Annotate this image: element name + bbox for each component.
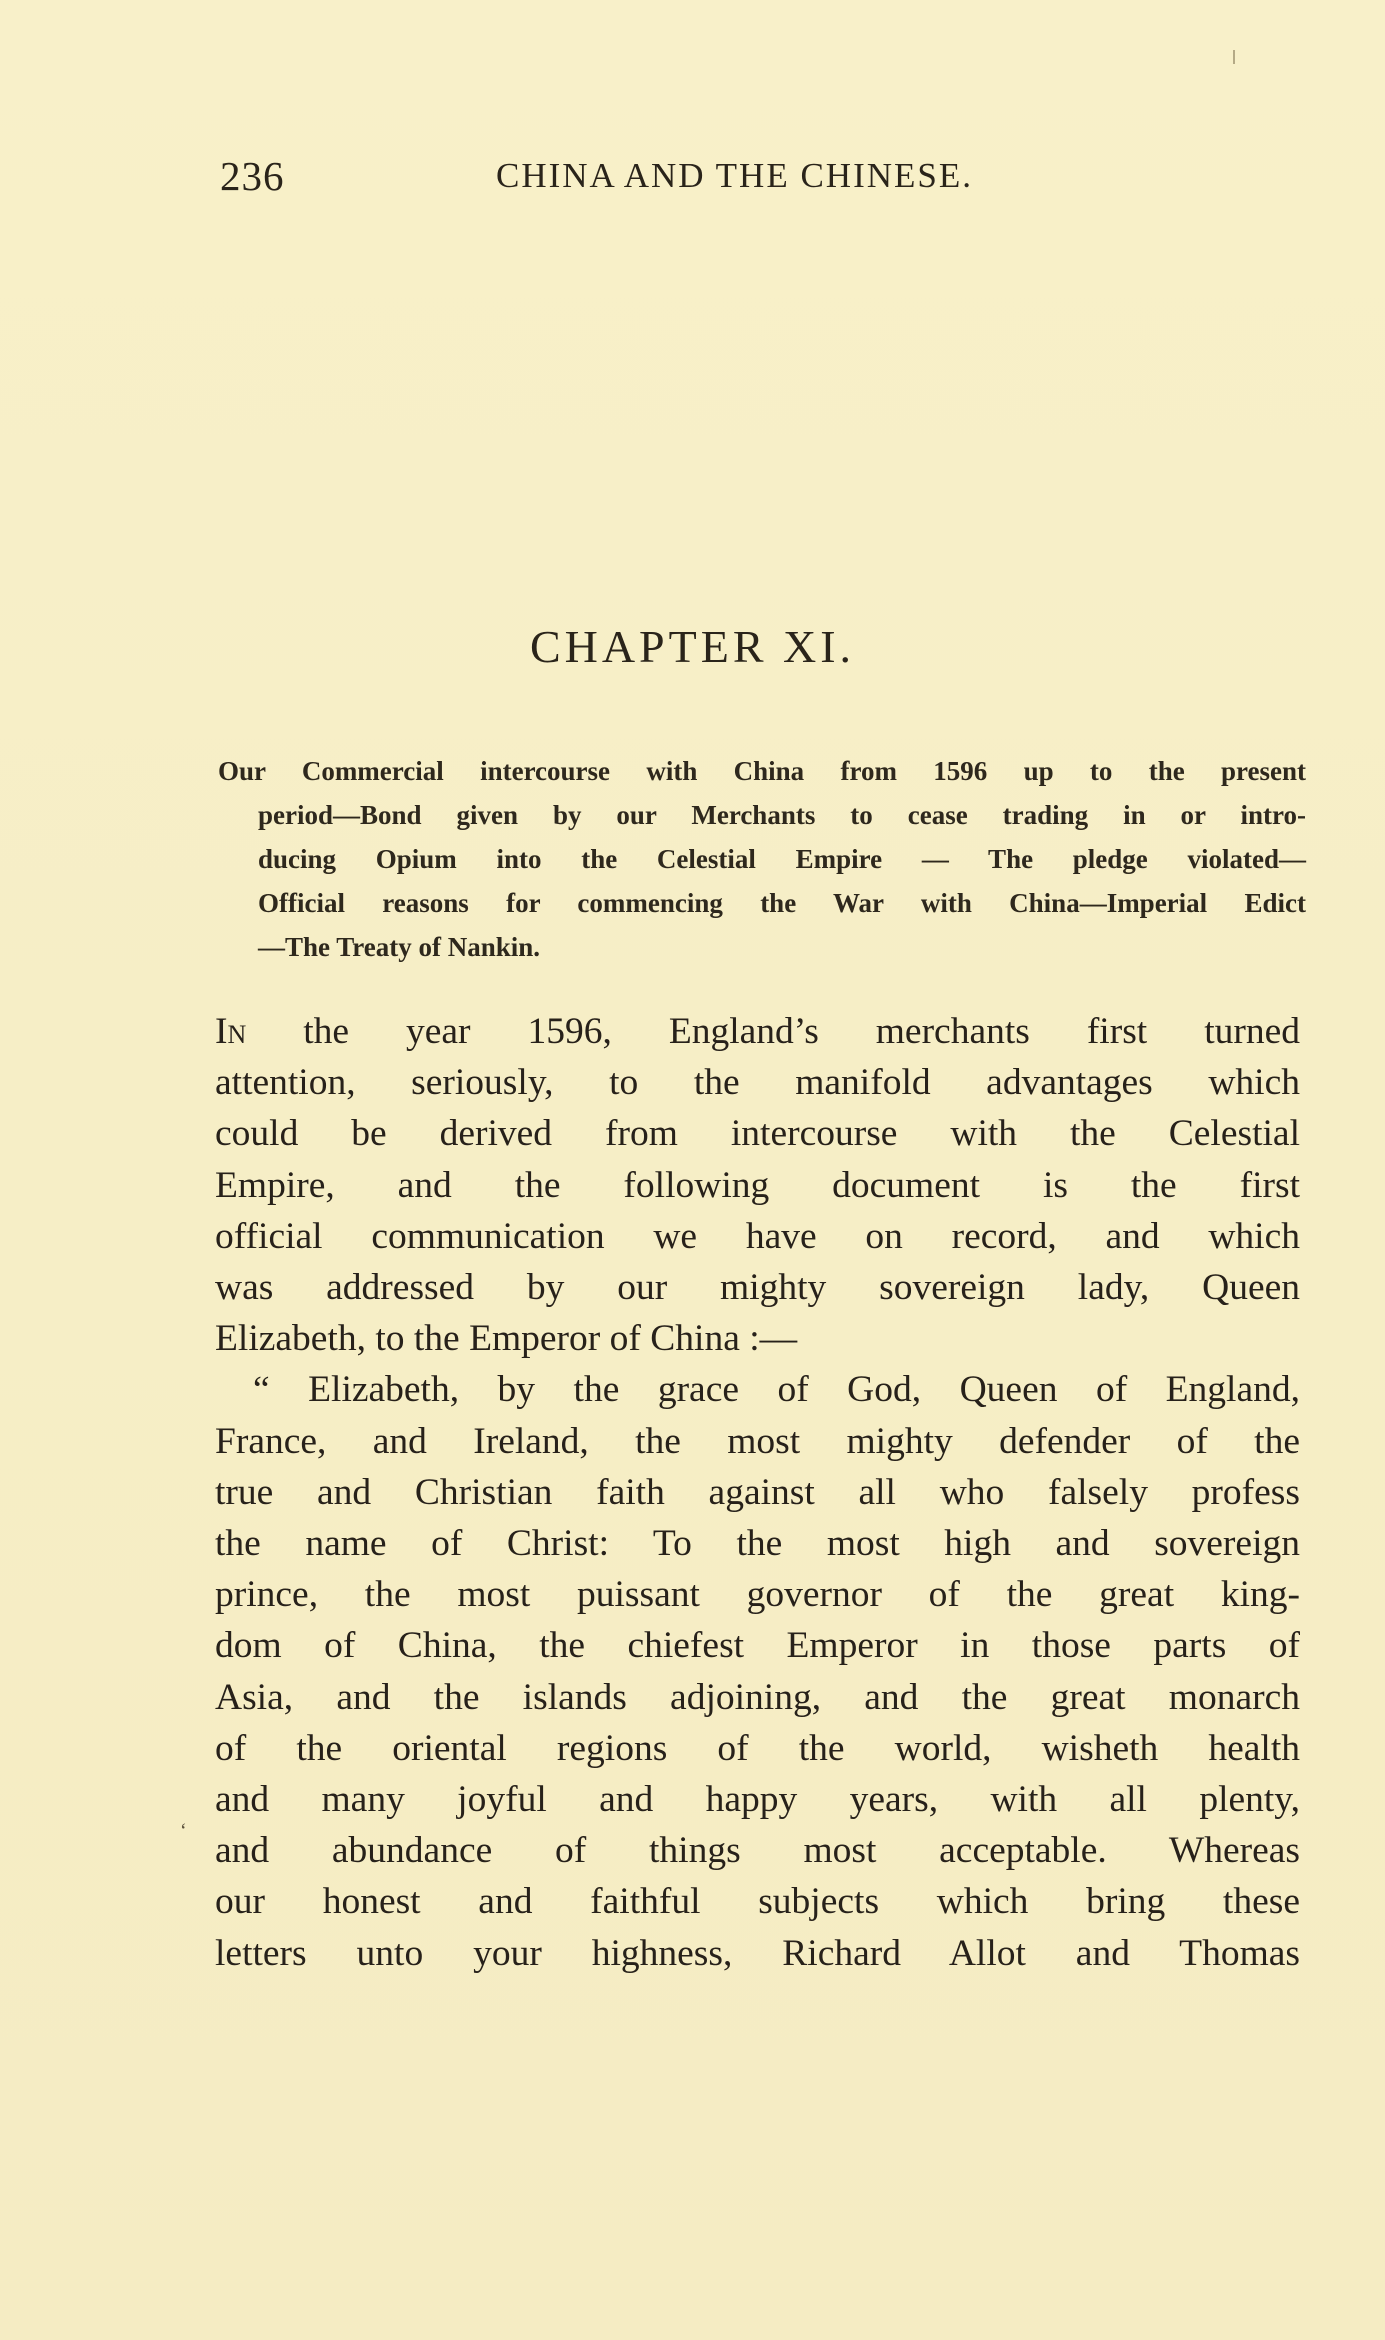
- chapter-title: CHAPTER XI.: [529, 621, 856, 672]
- chapter-synopsis: [218, 749, 1306, 969]
- body-text: [215, 1006, 1300, 1979]
- body-line-text: the year 1596, England’s merchants first turned: [246, 1011, 1300, 1052]
- body-line: attention, seriously, to the manifold advantages which: [215, 1062, 1300, 1104]
- body-line: our honest and faithful subjects which bring these: [215, 1881, 1300, 1923]
- page-header: [220, 152, 1300, 202]
- body-line: the name of Christ: To the most high and sovereign: [215, 1523, 1300, 1565]
- body-line: prince, the most puissant governor of the great king-: [215, 1574, 1300, 1616]
- opening-word: In: [215, 1011, 247, 1052]
- body-line: could be derived from intercourse with the Celestial: [215, 1113, 1300, 1155]
- edge-mark: [1233, 50, 1235, 64]
- running-head: CHINA AND THE CHINESE.: [496, 156, 973, 195]
- body-line: and many joyful and happy years, with all plenty,: [215, 1779, 1300, 1821]
- body-line: letters unto your highness, Richard Allot and Thomas: [215, 1932, 1300, 1974]
- body-line: true and Christian faith against all who falsely profess: [215, 1471, 1300, 1513]
- page-number: 236: [220, 153, 285, 199]
- synopsis-line: ducing Opium into the Celestial Empire — The pledge violated—: [258, 844, 1306, 874]
- synopsis-line: Our Commercial intercourse with China from 1596 up to the present: [218, 756, 1306, 786]
- synopsis-line: Official reasons for commencing the War with China—Imperial Edict: [258, 888, 1306, 918]
- synopsis-line: period—Bond given by our Merchants to cease trading in or intro-: [258, 800, 1306, 830]
- body-line: Elizabeth, to the Emperor of China :—: [215, 1318, 798, 1360]
- margin-mark: ‘: [180, 1820, 187, 1842]
- body-line: France, and Ireland, the most mighty defender of the: [215, 1420, 1300, 1462]
- body-line: and abundance of things most acceptable. Whereas: [215, 1830, 1300, 1872]
- body-line: official communication we have on record, and which: [215, 1215, 1300, 1257]
- body-line: Empire, and the following document is the first: [215, 1164, 1300, 1206]
- body-line: was addressed by our mighty sovereign lady, Queen: [215, 1267, 1300, 1309]
- body-line: “ Elizabeth, by the grace of God, Queen of England,: [253, 1369, 1300, 1411]
- body-line: Asia, and the islands adjoining, and the great monarch: [215, 1676, 1300, 1718]
- body-line: dom of China, the chiefest Emperor in those parts of: [215, 1625, 1300, 1667]
- synopsis-line: —The Treaty of Nankin.: [258, 932, 541, 962]
- body-line: of the oriental regions of the world, wisheth health: [215, 1727, 1300, 1769]
- body-line: [215, 1006, 1300, 1057]
